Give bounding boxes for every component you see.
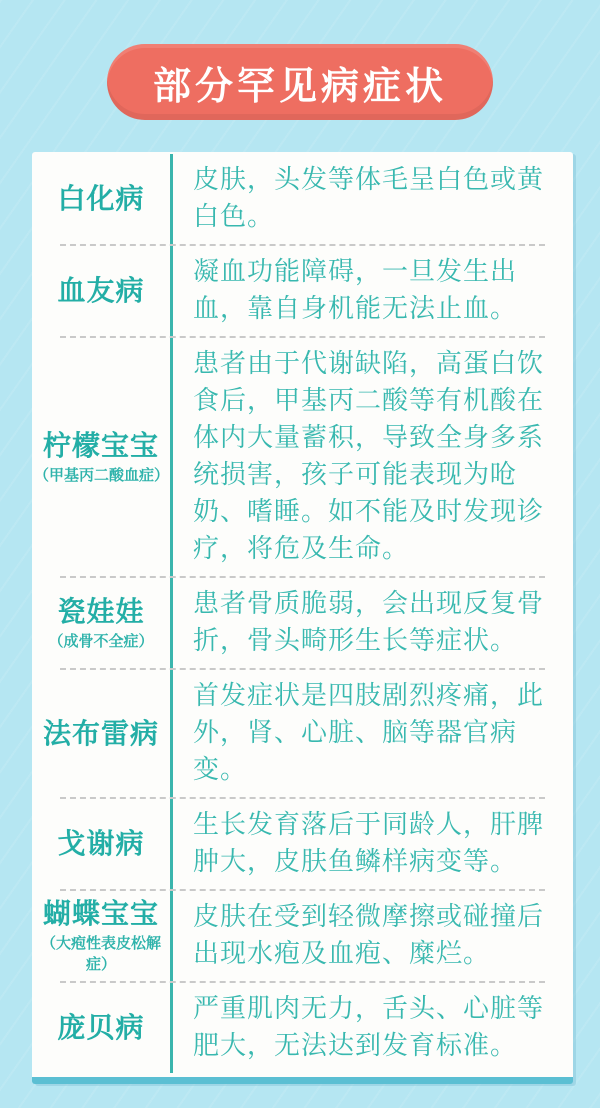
disease-label-cell xyxy=(32,429,170,486)
disease-row-albinism xyxy=(32,154,573,244)
disease-subname: （甲基丙二酸血症） xyxy=(34,465,170,484)
disease-name: 戈谢病 xyxy=(57,827,145,860)
disease-description: 严重肌肉无力，舌头、心脏等肥大，无法达到发育标准。 xyxy=(170,983,573,1073)
disease-row-porcelain-doll xyxy=(32,578,573,668)
title-badge xyxy=(107,44,493,120)
disease-name: 柠檬宝宝 xyxy=(42,428,159,462)
disease-name: 蝴蝶宝宝 xyxy=(42,897,159,930)
disease-description: 患者骨质脆弱，会出现反复骨折，骨头畸形生长等症状。 xyxy=(170,578,573,668)
disease-name: 法布雷病 xyxy=(42,716,159,750)
disease-description: 首发症状是四肢剧烈疼痛，此外，肾、心脏、脑等器官病变。 xyxy=(170,670,573,797)
disease-description: 皮肤，头发等体毛呈白色或黄白色。 xyxy=(170,154,573,244)
disease-card xyxy=(32,152,573,1084)
disease-description: 生长发育落后于同龄人，肝脾肿大，皮肤鱼鳞样病变等。 xyxy=(170,799,573,889)
disease-label-cell xyxy=(32,827,170,861)
disease-name: 白化病 xyxy=(57,182,145,215)
disease-name: 血友病 xyxy=(57,274,145,307)
disease-row-pompe xyxy=(32,983,573,1073)
disease-description: 凝血功能障碍，一旦发生出血，靠自身机能无法止血。 xyxy=(170,246,573,336)
disease-subname: （大疱性表皮松解症） xyxy=(40,934,161,973)
disease-row-gaucher xyxy=(32,799,573,889)
disease-name: 庞贝病 xyxy=(57,1011,145,1044)
disease-description: 皮肤在受到轻微摩擦或碰撞后出现水疱及血疱、糜烂。 xyxy=(170,891,573,981)
disease-label-cell xyxy=(32,595,170,652)
page-title: 部分罕见病症状 xyxy=(152,63,448,108)
disease-subname: （成骨不全症） xyxy=(48,631,154,650)
disease-row-butterfly-baby xyxy=(32,891,573,981)
disease-row-lemon-baby xyxy=(32,338,573,576)
disease-label-cell xyxy=(32,1011,170,1045)
disease-description: 患者由于代谢缺陷，高蛋白饮食后，甲基丙二酸等有机酸在体内大量蓄积，导致全身多系统损害，孩子可能表现为呛奶、嗜睡。如不能及时发现诊疗，将危及生命。 xyxy=(170,338,573,576)
disease-name: 瓷娃娃 xyxy=(57,594,145,628)
disease-label-cell xyxy=(32,717,170,751)
disease-label-cell xyxy=(32,897,170,975)
disease-label-cell xyxy=(32,182,170,216)
disease-row-hemophilia xyxy=(32,246,573,336)
disease-label-cell xyxy=(32,274,170,308)
disease-row-fabry xyxy=(32,670,573,797)
